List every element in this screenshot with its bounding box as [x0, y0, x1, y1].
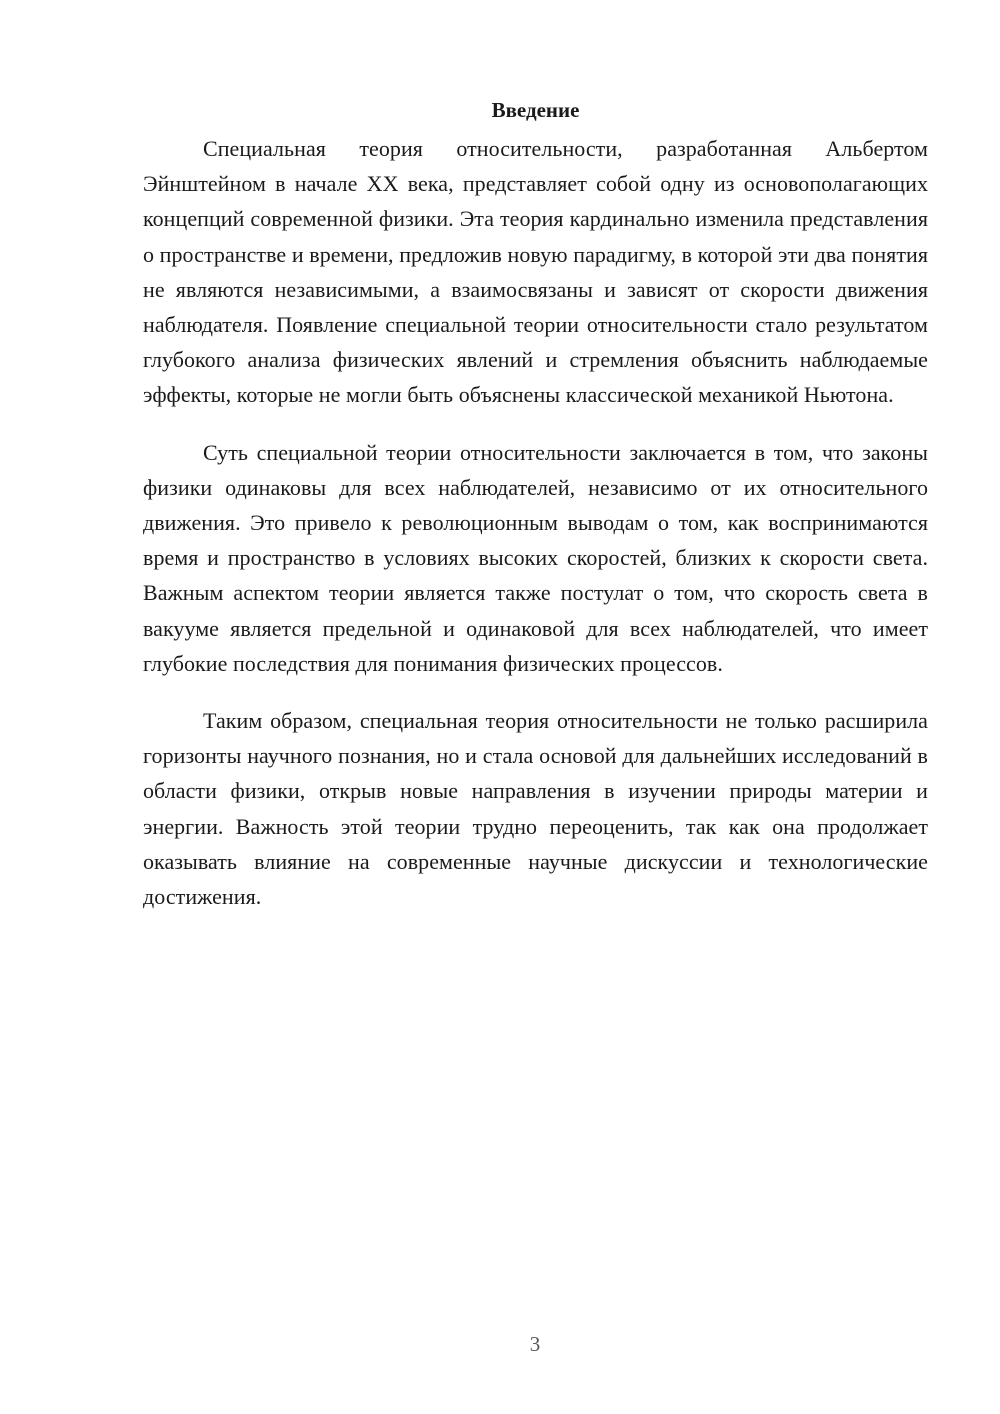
paragraph-3: Таким образом, специальная теория относительности не только расширила горизонты научного познания, но и стала основой для дальнейших исследований в области физики, открыв новые направления в изучении природы материи и энергии. Важность этой теории трудно переоценить, так как она продолжает оказывать влияние на современные научные дискуссии и технологические достижения.: [143, 708, 928, 910]
section-heading: Введение: [491, 98, 580, 122]
text-column: [143, 93, 928, 936]
page-number: 3: [529, 1332, 541, 1356]
paragraph-1: Специальная теория относительности, разработанная Альбертом Эйнштейном в начале XX века, представляет собой одну из основополагающих концепций современной физики. Эта теория кардинально изменила представления о пространстве и времени, предложив новую парадигму, в которой эти два понятия не являются независимыми, а взаимосвязаны и зависят от скорости движения наблюдателя. Появление специальной теории относительности стало результатом глубокого анализа физических явлений и стремления объяснить наблюдаемые эффекты, которые не могли быть объяснены классической механикой Ньютона.: [143, 136, 928, 408]
paragraph-2: Суть специальной теории относительности заключается в том, что законы физики одинаковы для всех наблюдателей, независимо от их относительного движения. Это привело к революционным выводам о том, как воспринимаются время и пространство в условиях высоких скоростей, близких к скорости света. Важным аспектом теории является также постулат о том, что скорость света в вакууме является предельной и одинаковой для всех наблюдателей, что имеет глубокие последствия для понимания физических процессов.: [143, 439, 928, 676]
